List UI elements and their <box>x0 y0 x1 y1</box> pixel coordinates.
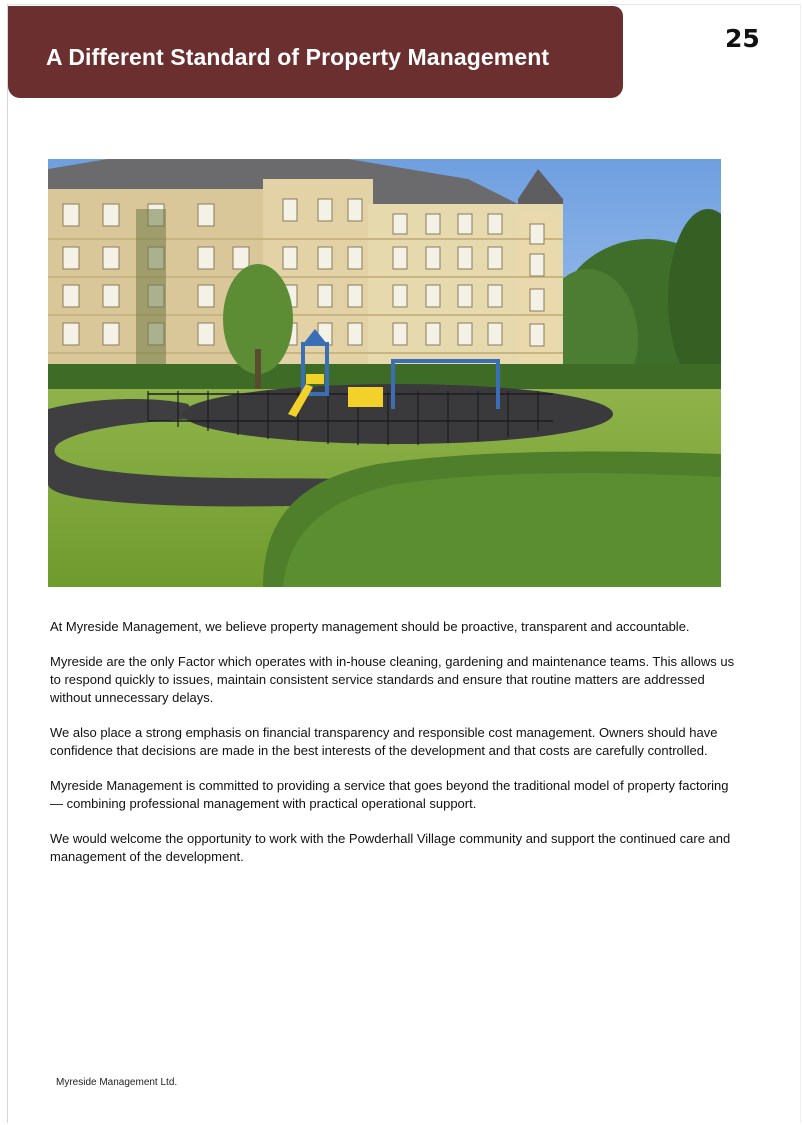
page-number: 25 <box>725 24 760 53</box>
footer-company: Myreside Management Ltd. <box>56 1077 178 1088</box>
title-banner <box>8 6 623 98</box>
paragraph-financial-transparency: We also place a strong emphasis on financial transparency and responsible cost management. Owners should have confidence that decisions are made in the best interests of the development and that costs are carefully controlled. <box>50 725 718 758</box>
page-title: A Different Standard of Property Management <box>46 44 550 70</box>
paragraph-closing: We would welcome the opportunity to work with the Powderhall Village community and support the continued care and management of the development. <box>50 831 731 864</box>
property-photo <box>48 159 721 587</box>
body-text <box>50 618 740 883</box>
paragraph-intro: At Myreside Management, we believe property management should be proactive, transparent and accountable. <box>50 619 690 634</box>
paragraph-in-house-teams: Myreside are the only Factor which operates with in-house cleaning, gardening and maintenance teams. This allows us to respond quickly to issues, maintain consistent service standards and ensure that routine matters are addressed without unnecessary delays. <box>50 654 735 705</box>
paragraph-commitment: Myreside Management is committed to providing a service that goes beyond the traditional model of property factoring — combining professional management with practical operational support. <box>50 778 729 811</box>
apartment-building-with-playground-icon <box>48 159 721 587</box>
